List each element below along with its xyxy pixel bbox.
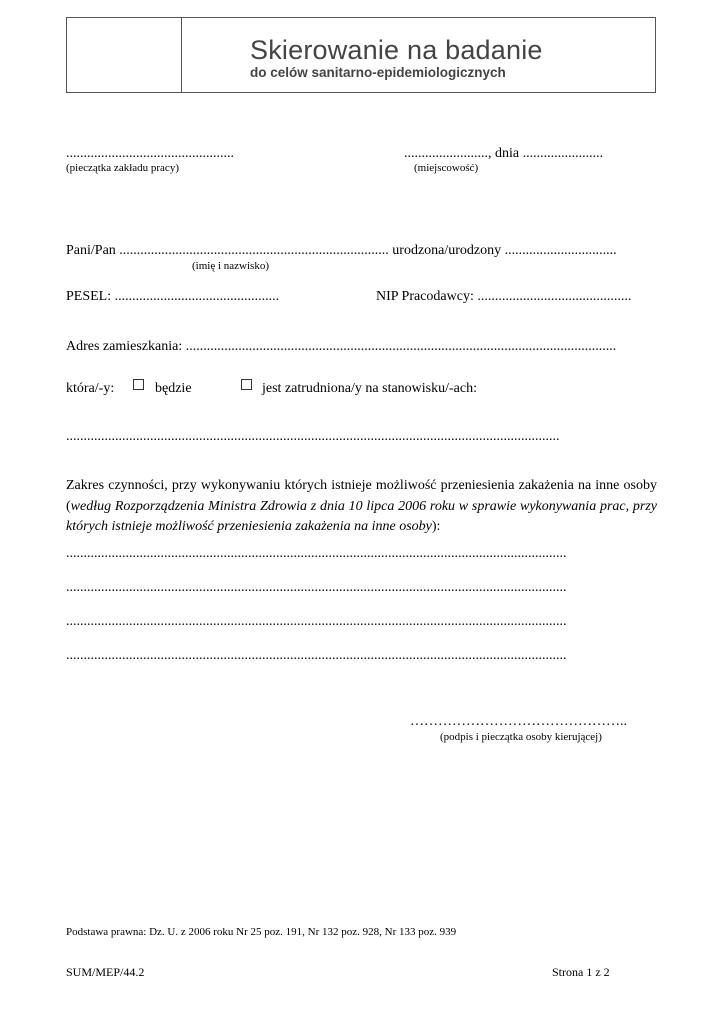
legal-basis: Podstawa prawna: Dz. U. z 2006 roku Nr 25 poz. 191, Nr 132 poz. 928, Nr 133 poz. 939 [66, 926, 457, 938]
scope-legal-reference: według Rozporządzenia Ministra Zdrowia z dnia 10 lipca 2006 roku w sprawie wykonywania prac, przy których istnieje możliwość przeniesienia zakażenia na inne osoby [66, 498, 657, 534]
position-line[interactable]: ............................................................................................................................................. [66, 429, 560, 444]
scope-outro: ): [431, 519, 441, 534]
scope-paragraph [66, 476, 657, 538]
header-divider [181, 18, 182, 92]
form-code: SUM/MEP/44.2 [66, 965, 145, 979]
document-title: Skierowanie na badanie [250, 35, 543, 65]
stamp-label: (pieczątka zakładu pracy) [66, 162, 179, 174]
scope-line[interactable]: ............................................................................................................................................... [66, 546, 567, 561]
will-be-label: będzie [155, 381, 192, 396]
pesel-line[interactable]: PESEL: ............................................... [66, 289, 280, 304]
name-birth-line[interactable]: Pani/Pan ............................................................................. urodzona/urodzony ................................ [66, 243, 617, 258]
employed-checkbox[interactable] [241, 379, 252, 390]
status-prefix: która/-y: [66, 381, 115, 396]
address-line[interactable]: Adres zamieszkania: ........................................................................................................................... [66, 339, 617, 354]
scope-intro: Zakres czynności, przy wykonywaniu których istnieje możliwość przeniesienia zakażenia na inne osoby ( [66, 478, 657, 514]
stamp-line[interactable]: ................................................ [66, 146, 234, 161]
place-label: (miejscowość) [414, 162, 479, 174]
document-subtitle: do celów sanitarno-epidemiologicznych [250, 65, 506, 80]
scope-line[interactable]: ............................................................................................................................................... [66, 614, 567, 629]
will-be-checkbox[interactable] [133, 379, 144, 390]
employed-label: jest zatrudniona/y na stanowisku/-ach: [262, 381, 477, 396]
name-label: (imię i nazwisko) [192, 260, 269, 272]
scope-line[interactable]: ............................................................................................................................................... [66, 580, 567, 595]
scope-line[interactable]: ............................................................................................................................................... [66, 648, 567, 663]
nip-line[interactable]: NIP Pracodawcy: ............................................ [376, 289, 632, 304]
page-number: Strona 1 z 2 [552, 965, 610, 979]
signature-line[interactable]: ……………………………………….. [410, 714, 627, 729]
place-date-line[interactable]: ........................, dnia ....................... [404, 146, 604, 161]
signature-label: (podpis i pieczątka osoby kierującej) [440, 731, 602, 743]
